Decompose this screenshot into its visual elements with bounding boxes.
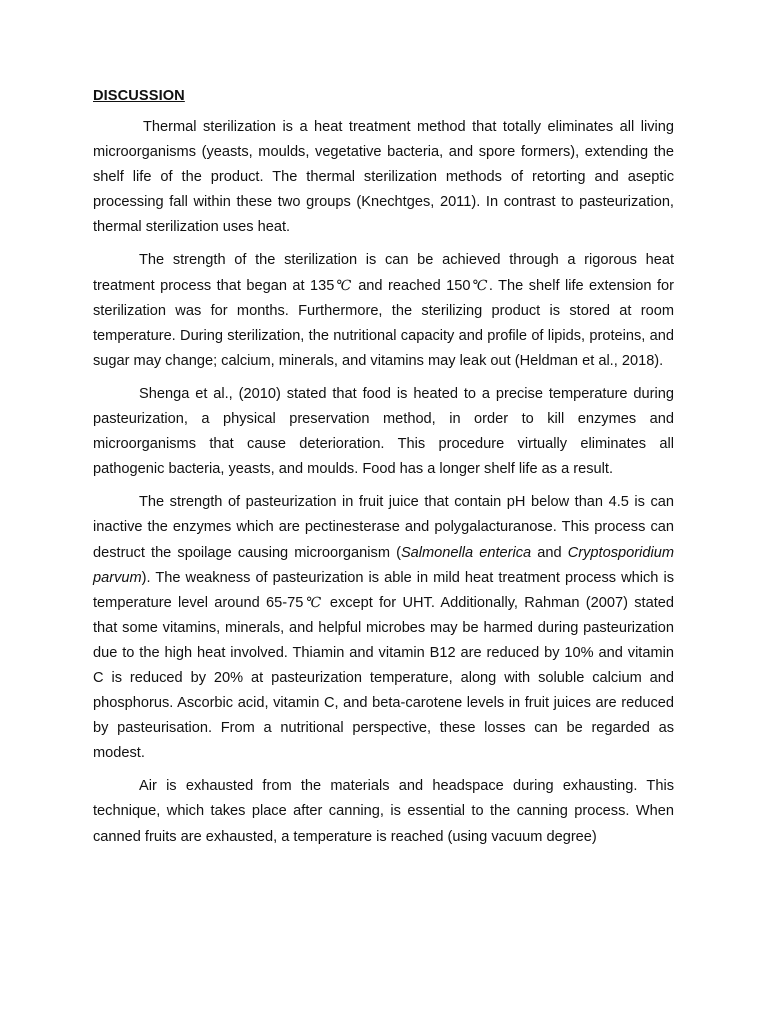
- text-run: . The shelf life extension for sterilization was for months. Furthermore, the sterilizing product is stored at room temperature. During sterilization, the nutritional capacity and profile of lipids, proteins, and sugar may change; calcium, minerals, and vitamins may leak out (Heldman et al., 2018).: [93, 277, 674, 369]
- text-run: except for UHT. Additionally, Rahman (2007) stated that some vitamins, minerals, and helpful microbes may be harmed during pasteurization due to the high heat involved. Thiamin and vitamin B12 are reduced by 10% and vitamin C is reduced by 20% at pasteurization temperature, along with soluble calcium and phosphorus. Ascorbic acid, vitamin C, and beta-carotene levels in fruit juices are reduced by pasteurisation. From a nutritional perspective, these losses can be regarded as modest.: [93, 594, 674, 762]
- degree-symbol: ℃: [334, 277, 353, 294]
- degree-symbol: ℃: [303, 594, 324, 611]
- degree-symbol: ℃: [470, 277, 489, 294]
- text-run: The strength of pasteurization in fruit juice that contain pH below than 4.5 is can inactive the enzymes which are pectinesterase and polygalacturanose. This process can destruct the spoilage causing microorganism (: [93, 494, 674, 561]
- section-heading: DISCUSSION: [93, 88, 185, 104]
- paragraph-exhausting: Air is exhausted from the materials and headspace during exhausting. This technique, which takes place after canning, is essential to the canning process. When canned fruits are exhausted, a temperature is reached (using vacuum degree): [93, 778, 674, 845]
- species-name: Cryptosporidium parvum: [93, 544, 674, 586]
- species-name: Salmonella enterica: [400, 544, 532, 561]
- paragraph-sterilization-strength: [93, 248, 674, 373]
- document-page: [93, 86, 674, 850]
- paragraph-pasteurization-definition: Shenga et al., (2010) stated that food is heated to a precise temperature during pasteurization, a physical preservation method, in order to kill enzymes and microorganisms that cause deterioration. This procedure virtually eliminates all pathogenic bacteria, yeasts, and moulds. Food has a longer shelf life as a result.: [93, 385, 674, 478]
- paragraph-thermal-sterilization: Thermal sterilization is a heat treatment method that totally eliminates all living microorganisms (yeasts, moulds, vegetative bacteria, and spore formers), extending the shelf life of the product. The thermal sterilization methods of retorting and aseptic processing fall within these two groups (Knechtges, 2011). In contrast to pasteurization, thermal sterilization uses heat.: [93, 119, 674, 236]
- text-run: ). The weakness of pasteurization is able in mild heat treatment process which is temperature level around 65-75: [93, 569, 674, 611]
- text-run: The strength of the sterilization is can be achieved through a rigorous heat treatment process that began at 135: [93, 252, 674, 294]
- text-run: and reached 150: [352, 277, 471, 294]
- text-run: and: [531, 544, 568, 561]
- paragraph-pasteurization-strength: [93, 490, 674, 766]
